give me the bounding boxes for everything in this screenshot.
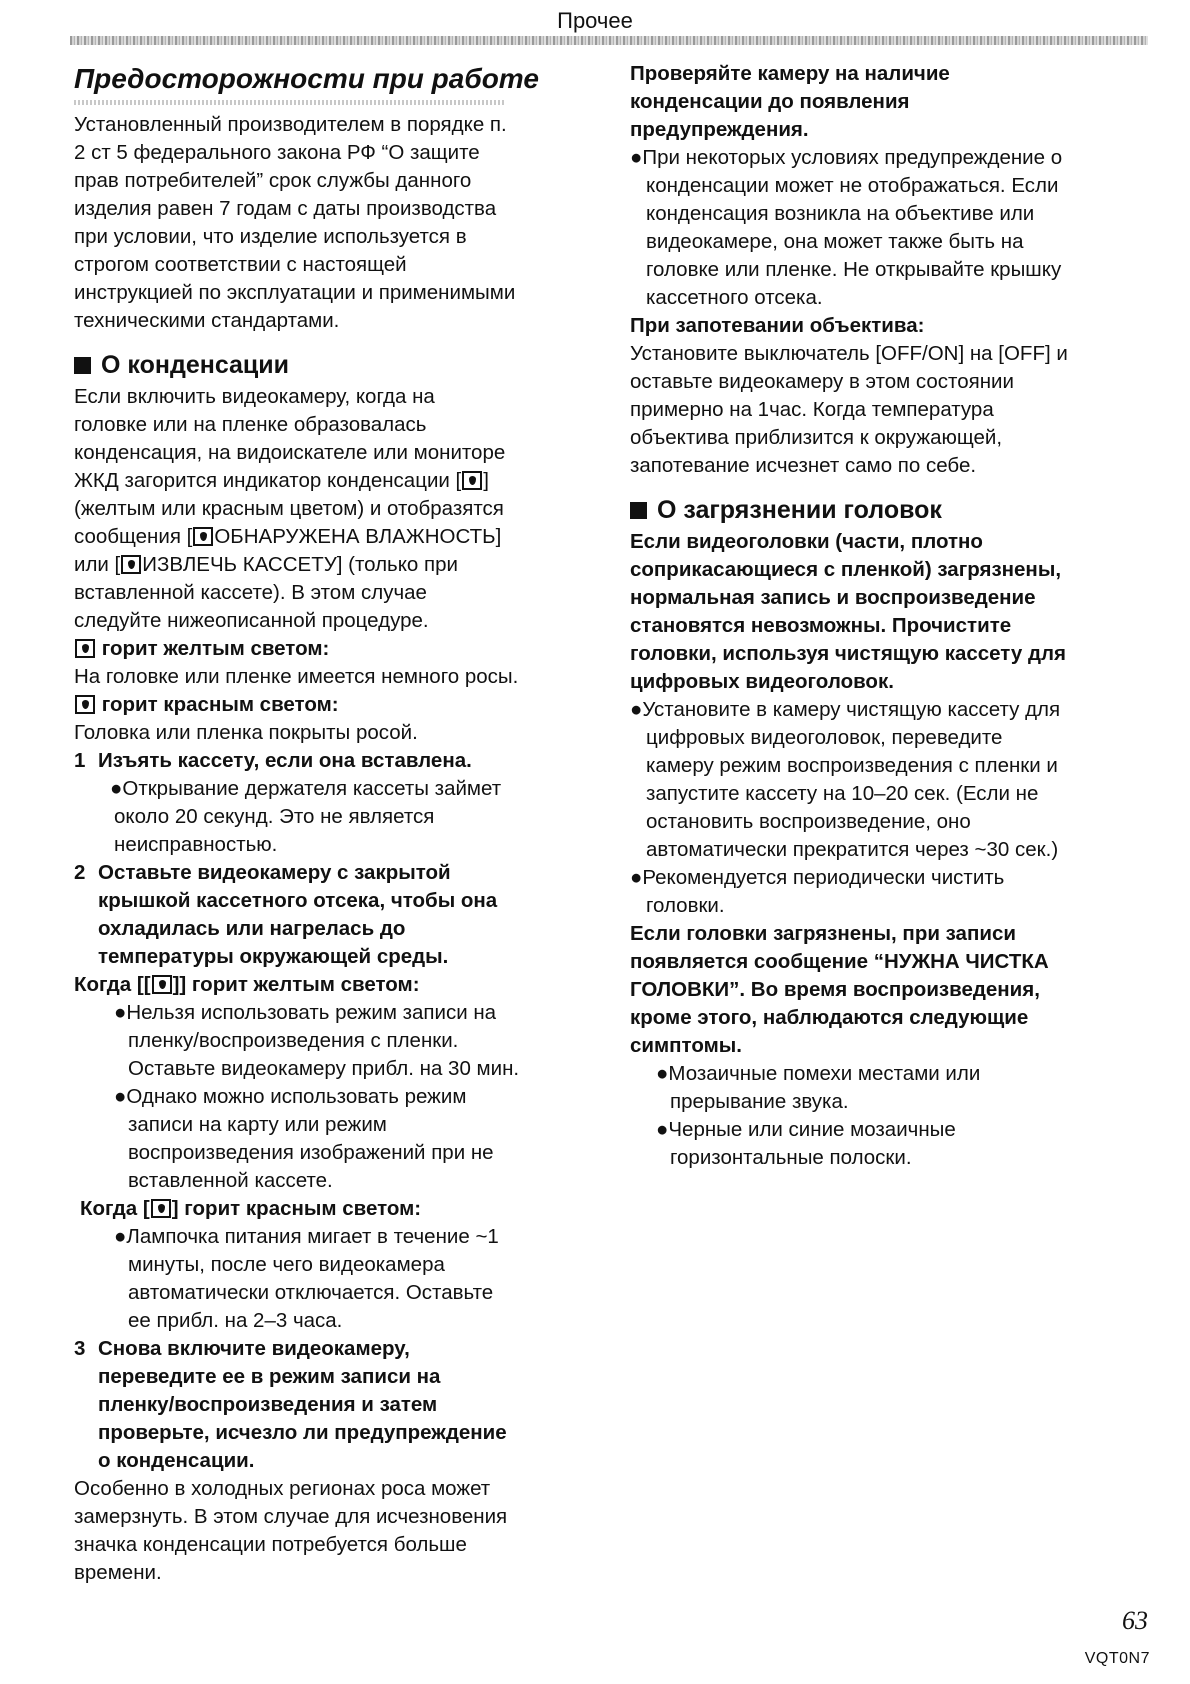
text-span: или [ xyxy=(74,553,121,576)
condensation-icon xyxy=(152,975,172,994)
fog-paragraph xyxy=(630,340,1150,480)
title-rule xyxy=(74,100,504,105)
text-line: изделия равен 7 годам с даты производства xyxy=(74,197,497,220)
text-line: значка конденсации потребуется больше xyxy=(74,1533,467,1556)
text-line: Если видеоголовки (части, плотно xyxy=(630,530,983,553)
text-line: горизонтальные полоски. xyxy=(670,1146,912,1169)
text-line: цифровых видеоголовок. xyxy=(630,670,894,693)
text-line: симптомы. xyxy=(630,1034,742,1057)
text-line: На головке или пленке имеется немного росы. xyxy=(74,665,519,688)
model-code: VQT0N7 xyxy=(1084,1650,1150,1667)
page-title: Предосторожности при работе xyxy=(74,63,539,94)
text-line: ее прибл. на 2–3 часа. xyxy=(128,1309,343,1332)
text-line: цифровых видеоголовок, переведите xyxy=(646,726,1003,749)
text-line: ●Рекомендуется периодически чистить xyxy=(630,866,1005,889)
text-line: времени. xyxy=(74,1561,162,1584)
message-heading xyxy=(630,920,1150,1060)
red-indicator-heading xyxy=(74,691,594,719)
when-red-heading xyxy=(74,1195,594,1223)
text-line: нормальная запись и воспроизведение xyxy=(630,586,1036,609)
text-line: Особенно в холодных регионах роса может xyxy=(74,1477,491,1500)
text-line: видеокамере, она может также быть на xyxy=(646,230,1024,253)
section-title: О конденсации xyxy=(101,351,290,379)
text-line: пленку/воспроизведения с пленки. xyxy=(128,1029,459,1052)
text-line: кроме этого, наблюдаются следующие xyxy=(630,1006,1029,1029)
dirty-heading xyxy=(630,528,1150,696)
check-heading xyxy=(630,60,1150,144)
intro-paragraph xyxy=(74,111,594,335)
text-line: появляется сообщение “НУЖНА ЧИСТКА xyxy=(630,950,1049,973)
text-line: переведите ее в режим записи на xyxy=(98,1365,441,1388)
header-section-label: Прочее xyxy=(557,8,633,33)
text-line: автоматически отключается. Оставьте xyxy=(128,1281,494,1304)
text-line: конденсации до появления xyxy=(630,90,910,113)
text-span: сообщения [ xyxy=(74,525,193,548)
text-span: ОБНАРУЖЕНА ВЛАЖНОСТЬ] xyxy=(214,525,502,548)
yellow-indicator-heading xyxy=(74,635,594,663)
text-span: ЖКД загорится индикатор конденсации [ xyxy=(74,469,462,492)
text-line: головки, используя чистящую кассету для xyxy=(630,642,1066,665)
text-line: неисправностью. xyxy=(114,833,278,856)
text-span: ] горит красным светом: xyxy=(171,1197,422,1220)
text-line: ●Открывание держателя кассеты займет xyxy=(110,777,502,800)
step-text xyxy=(98,1335,594,1475)
step-number: 2 xyxy=(74,861,86,884)
text-line: примерно на 1час. Когда температура xyxy=(630,398,994,421)
step-1-bullet xyxy=(74,775,594,859)
condensation-icon xyxy=(462,471,482,490)
text-line: строгом соответствии с настоящей xyxy=(74,253,407,276)
text-line: Снова включите видеокамеру, xyxy=(98,1337,410,1360)
section-heading-condensation xyxy=(74,347,594,383)
text-line: ●Лампочка питания мигает в течение ~1 xyxy=(114,1225,499,1248)
text-line: замерзнуть. В этом случае для исчезновения xyxy=(74,1505,508,1528)
text-line: Оставьте видеокамеру с закрытой xyxy=(98,861,451,884)
step-2 xyxy=(74,859,594,971)
text-line: соприкасающиеся с пленкой) загрязнены, xyxy=(630,558,1062,581)
left-column xyxy=(74,58,594,1587)
text-line xyxy=(74,551,594,579)
text-line: крышкой кассетного отсека, чтобы она xyxy=(98,889,498,912)
text-line: около 20 секунд. Это не является xyxy=(114,805,435,828)
fog-heading: При запотевании объектива: xyxy=(630,314,925,337)
text-line: головке или на пленке образовалась xyxy=(74,413,427,436)
text-line xyxy=(74,467,594,495)
text-line: ●При некоторых условиях предупреждение о xyxy=(630,146,1063,169)
text-line: температуры окружающей среды. xyxy=(98,945,449,968)
text-line: ГОЛОВКИ”. Во время воспроизведения, xyxy=(630,978,1040,1001)
text-line: при условии, что изделие используется в xyxy=(74,225,467,248)
text-line: Установите выключатель [OFF/ON] на [OFF] и xyxy=(630,342,1068,365)
condensation-icon xyxy=(75,639,95,658)
page-number: 63 xyxy=(1122,1606,1148,1635)
text-line: минуты, после чего видеокамера xyxy=(128,1253,445,1276)
text-line: пленку/воспроизведения и затем xyxy=(98,1393,438,1416)
closing-paragraph xyxy=(74,1475,594,1587)
text-line: конденсация возникла на объективе или xyxy=(646,202,1035,225)
text-line: записи на карту или режим xyxy=(128,1113,387,1136)
step-3 xyxy=(74,1335,594,1475)
text-line: вставленной кассете. xyxy=(128,1169,333,1192)
text-line: становятся невозможны. Прочистите xyxy=(630,614,1012,637)
text-span: ] xyxy=(483,469,489,492)
text-line: запустите кассету на 10–20 сек. (Если не xyxy=(646,782,1039,805)
text-line: воспроизведения изображений при не xyxy=(128,1141,494,1164)
text-span: Когда [[ xyxy=(74,973,151,996)
text-line: о конденсации. xyxy=(98,1449,255,1472)
condensation-icon xyxy=(121,555,141,574)
text-line: остановить воспроизведение, оно xyxy=(646,810,971,833)
text-span: горит желтым светом: xyxy=(101,637,330,660)
text-line: кассетного отсека. xyxy=(646,286,823,309)
when-yellow-bullets xyxy=(74,999,594,1195)
text-line: техническими стандартами. xyxy=(74,309,340,332)
check-bullet xyxy=(630,144,1150,312)
text-line: ●Мозаичные помехи местами или xyxy=(656,1062,981,1085)
text-line: Головка или пленка покрыты росой. xyxy=(74,721,418,744)
when-yellow-heading xyxy=(74,971,594,999)
header-decorative-bar xyxy=(70,36,1148,45)
step-number: 1 xyxy=(74,749,86,772)
text-line: Оставьте видеокамеру прибл. на 30 мин. xyxy=(128,1057,520,1080)
symptom-bullets xyxy=(630,1060,1150,1172)
text-line: предупреждения. xyxy=(630,118,809,141)
text-line: вставленной кассете). В этом случае xyxy=(74,581,427,604)
step-1 xyxy=(74,747,594,775)
text-line: (желтым или красным цветом) и отобразятся xyxy=(74,497,504,520)
text-line: ●Нельзя использовать режим записи на xyxy=(114,1001,497,1024)
text-line: 2 ст 5 федерального закона РФ “О защите xyxy=(74,141,480,164)
text-line: головки. xyxy=(646,894,725,917)
text-line: конденсации может не отображаться. Если xyxy=(646,174,1059,197)
text-line: камеру режим воспроизведения с пленки и xyxy=(646,754,1058,777)
condensation-icon xyxy=(151,1199,171,1218)
section-title: О загрязнении головок xyxy=(657,496,942,524)
right-column xyxy=(630,60,1150,1172)
text-span: Когда [ xyxy=(80,1197,150,1220)
text-line: прерывание звука. xyxy=(670,1090,849,1113)
condensation-icon xyxy=(193,527,213,546)
text-line: Установленный производителем в порядке п. xyxy=(74,113,507,136)
text-line: головке или пленке. Не открывайте крышку xyxy=(646,258,1062,281)
text-line xyxy=(74,523,594,551)
text-line: ●Однако можно использовать режим xyxy=(114,1085,467,1108)
condensation-icon xyxy=(75,695,95,714)
when-red-bullets xyxy=(74,1223,594,1335)
dirty-bullets xyxy=(630,696,1150,920)
text-line: запотевание исчезнет само по себе. xyxy=(630,454,977,477)
step-text xyxy=(98,859,594,971)
text-line: Проверяйте камеру на наличие xyxy=(630,62,950,85)
step-text: Изъять кассету, если она вставлена. xyxy=(98,749,472,772)
text-line: ●Установите в камеру чистящую кассету для xyxy=(630,698,1061,721)
text-line: объектива приблизится к окружающей, xyxy=(630,426,1003,449)
section-square-icon xyxy=(630,502,647,519)
text-line: охладилась или нагрелась до xyxy=(98,917,406,940)
text-span: ИЗВЛЕЧЬ КАССЕТУ] (только при xyxy=(142,553,458,576)
text-line: Если головки загрязнены, при записи xyxy=(630,922,1016,945)
section-square-icon xyxy=(74,357,91,374)
text-line: инструкцией по эксплуатации и применимыми xyxy=(74,281,516,304)
text-line: ●Черные или синие мозаичные xyxy=(656,1118,956,1141)
text-line: Если включить видеокамеру, когда на xyxy=(74,385,435,408)
text-line: следуйте нижеописанной процедуре. xyxy=(74,609,429,632)
text-span: горит красным светом: xyxy=(101,693,339,716)
text-span: ]] горит желтым светом: xyxy=(172,973,420,996)
text-line: автоматически прекратится через ~30 сек.) xyxy=(646,838,1059,861)
step-number: 3 xyxy=(74,1337,86,1360)
text-line: оставьте видеокамеру в этом состоянии xyxy=(630,370,1014,393)
text-line: конденсация, на видоискателе или мониторе xyxy=(74,441,506,464)
text-line: проверьте, исчезло ли предупреждение xyxy=(98,1421,507,1444)
text-line: прав потребителей” срок службы данного xyxy=(74,169,472,192)
section-heading-head-dirt xyxy=(630,492,1150,528)
